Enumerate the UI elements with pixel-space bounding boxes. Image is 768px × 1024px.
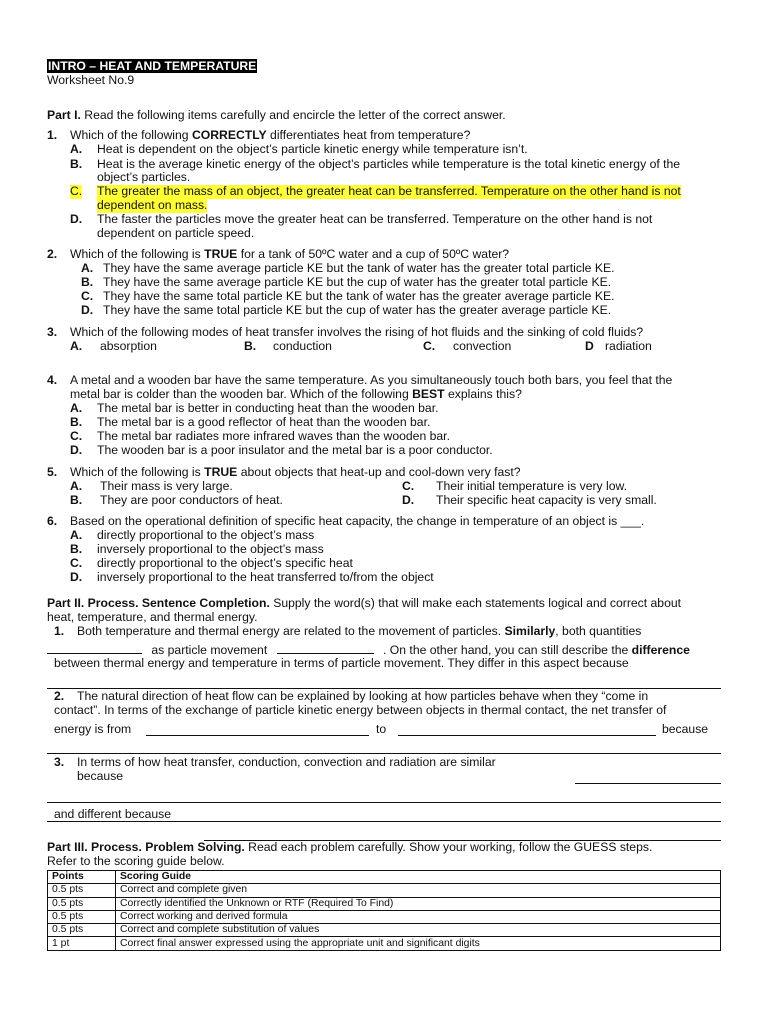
q3-option-letter[interactable]: B. xyxy=(244,339,257,353)
q1-option-letter[interactable]: D. xyxy=(70,212,83,226)
q6-option-b: inversely proportional to the object’s mass xyxy=(97,542,324,556)
q4-number: 4. xyxy=(47,373,58,387)
q5-option-d: Their specific heat capacity is very small. xyxy=(436,493,657,507)
q5-option-c: Their initial temperature is very low. xyxy=(436,479,628,493)
table-header-row xyxy=(48,871,721,884)
q4-option-c: The metal bar radiates more infrared waves than the wooden bar. xyxy=(97,429,450,443)
q5-option-letter[interactable]: B. xyxy=(70,493,83,507)
q6-option-letter[interactable]: D. xyxy=(70,570,83,584)
points-cell: 0.5 pts xyxy=(48,884,116,897)
q4-stem-cont: metal bar is colder than the wooden bar. Which of the following BEST explains this? xyxy=(70,387,522,401)
part1-instruction: Part I. Read the following items carefully and encircle the letter of the correct answer. xyxy=(47,108,506,122)
p2-item2-label-from: energy is from xyxy=(54,722,132,736)
q1-option-b-cont: object’s particles. xyxy=(97,170,191,184)
q2-option-a: They have the same average particle KE but the tank of water has the greater total particle KE. xyxy=(103,261,615,275)
q1-stem: Which of the following CORRECTLY differentiates heat from temperature? xyxy=(70,128,471,142)
q6-option-letter[interactable]: B. xyxy=(70,542,83,556)
q3-option-letter[interactable]: A. xyxy=(70,339,83,353)
guide-cell: Correct working and derived formula xyxy=(116,910,721,923)
q1-option-b: Heat is the average kinetic energy of the object’s particles while temperature is the total kinetic energy of the xyxy=(97,157,681,171)
q2-number: 2. xyxy=(47,247,58,261)
q4-option-b: The metal bar is a good reflector of heat than the wooden bar. xyxy=(97,415,431,429)
p2-item2-label-because: because xyxy=(662,722,709,736)
answer-line[interactable] xyxy=(47,802,721,803)
p2-item3-number: 3. xyxy=(54,755,65,769)
q5-option-letter[interactable]: D. xyxy=(402,493,415,507)
q3-option-b: conduction xyxy=(273,339,332,353)
q5-stem: Which of the following is TRUE about objects that heat-up and cool-down very fast? xyxy=(70,465,521,479)
answer-blank[interactable] xyxy=(575,783,721,784)
q6-option-d: inversely proportional to the heat transferred to/from the object xyxy=(97,570,434,584)
q5-option-letter[interactable]: C. xyxy=(402,479,415,493)
answer-blank[interactable] xyxy=(277,643,374,654)
p2-item1-line3: between thermal energy and temperature in terms of particle movement. They differ in this aspect because xyxy=(54,656,629,670)
table-row xyxy=(48,897,721,910)
part3-instruction-cont: Refer to the scoring guide below. xyxy=(47,854,225,868)
answer-line[interactable] xyxy=(47,821,721,822)
p2-item1-line2: as particle movement . On the other hand, you can still describe the difference xyxy=(47,643,690,658)
table-row xyxy=(48,924,721,937)
part2-instruction: Part II. Process. Sentence Completion. Supply the word(s) that will make each statements logical and correct about xyxy=(47,596,682,610)
q4-option-d: The wooden bar is a poor insulator and the metal bar is a poor conductor. xyxy=(97,443,493,457)
q5-option-letter[interactable]: A. xyxy=(70,479,83,493)
guide-cell: Correct and complete substitution of values xyxy=(116,924,721,937)
q3-stem: Which of the following modes of heat transfer involves the rising of hot fluids and the sinking of cold fluids? xyxy=(70,325,644,339)
q2-option-b: They have the same average particle KE but the cup of water has the greater total particle KE. xyxy=(103,275,612,289)
q2-option-letter[interactable]: B. xyxy=(81,275,94,289)
q1-option-letter[interactable]: C. xyxy=(70,184,83,198)
q3-option-d: radiation xyxy=(605,339,652,353)
p2-item3-text: In terms of how heat transfer, conduction, convection and radiation are similar xyxy=(77,755,496,769)
p2-item1-number: 1. xyxy=(54,624,65,638)
p2-item2-label-to: to xyxy=(376,722,387,736)
q6-option-letter[interactable]: A. xyxy=(70,528,83,542)
q6-stem: Based on the operational definition of specific heat capacity, the change in temperature of an object is ___. xyxy=(70,514,645,528)
q1-option-a: Heat is dependent on the object’s particle kinetic energy while temperature isn’t. xyxy=(97,142,528,156)
p2-item3-different: and different because xyxy=(54,807,172,821)
worksheet-title: INTRO – HEAT AND TEMPERATURE xyxy=(48,59,257,73)
q1-option-c-highlighted: The greater the mass of an object, the greater heat can be transferred. Temperature on the other hand is not xyxy=(97,184,681,198)
p2-item2-text-cont: contact”. In terms of the exchange of particle kinetic energy between objects in thermal contact, the net transfer of xyxy=(54,703,667,717)
q1-option-letter[interactable]: A. xyxy=(70,142,83,156)
part3-instruction: Part III. Process. Problem Solving. Read each problem carefully. Show your working, follow the GUESS steps. xyxy=(47,840,653,854)
p2-item2-text: The natural direction of heat flow can be explained by looking at how particles behave when they “come in xyxy=(77,689,649,703)
q2-option-letter[interactable]: C. xyxy=(81,289,94,303)
column-header-scoring-guide: Scoring Guide xyxy=(116,871,721,884)
q3-option-a: absorption xyxy=(100,339,157,353)
q2-stem: Which of the following is TRUE for a tank of 50ºC water and a cup of 50ºC water? xyxy=(70,247,510,261)
answer-blank[interactable] xyxy=(398,735,656,736)
q1-number: 1. xyxy=(47,128,58,142)
points-cell: 0.5 pts xyxy=(48,897,116,910)
q6-number: 6. xyxy=(47,514,58,528)
q1-option-c-cont-highlighted: dependent on mass. xyxy=(97,198,208,212)
q5-option-a: Their mass is very large. xyxy=(100,479,233,493)
q4-stem: A metal and a wooden bar have the same temperature. As you simultaneously touch both bars, you feel that the xyxy=(70,373,673,387)
points-cell: 0.5 pts xyxy=(48,910,116,923)
q1-option-letter[interactable]: B. xyxy=(70,157,83,171)
q2-option-letter[interactable]: A. xyxy=(81,261,94,275)
q5-number: 5. xyxy=(47,465,58,479)
worksheet-number: Worksheet No.9 xyxy=(47,73,135,87)
q6-option-letter[interactable]: C. xyxy=(70,556,83,570)
q1-option-d-cont: dependent on particle speed. xyxy=(97,226,255,240)
q2-option-d: They have the same total particle KE but the cup of water has the greater average particle KE. xyxy=(103,303,612,317)
q3-option-c: convection xyxy=(453,339,512,353)
q3-option-letter[interactable]: C. xyxy=(423,339,436,353)
guide-cell: Correct final answer expressed using the appropriate unit and significant digits xyxy=(116,937,721,950)
answer-blank[interactable] xyxy=(47,643,142,654)
q3-option-letter[interactable]: D xyxy=(585,339,594,353)
column-header-points: Points xyxy=(48,871,116,884)
q2-option-c: They have the same total particle KE but the tank of water has the greater average particle KE. xyxy=(103,289,615,303)
scoring-guide-table xyxy=(47,870,721,951)
p2-item1-text: Both temperature and thermal energy are related to the movement of particles. Similarly, both quantities xyxy=(77,624,642,638)
p2-item2-number: 2. xyxy=(54,689,65,703)
table-row xyxy=(48,937,721,950)
q4-option-letter[interactable]: A. xyxy=(70,401,83,415)
q4-option-letter[interactable]: C. xyxy=(70,429,83,443)
q3-number: 3. xyxy=(47,325,58,339)
q4-option-letter[interactable]: B. xyxy=(70,415,83,429)
answer-blank[interactable] xyxy=(146,735,369,736)
q4-option-letter[interactable]: D. xyxy=(70,443,83,457)
answer-line[interactable] xyxy=(47,753,721,754)
table-row xyxy=(48,910,721,923)
p2-item3-because: because xyxy=(77,769,124,783)
q2-option-letter[interactable]: D. xyxy=(81,303,94,317)
q6-option-c: directly proportional to the object’s specific heat xyxy=(97,556,353,570)
guide-cell: Correct and complete given xyxy=(116,884,721,897)
guide-cell: Correctly identified the Unknown or RTF (Required To Find) xyxy=(116,897,721,910)
q1-option-d: The faster the particles move the greater heat can be transferred. Temperature on the other hand is not xyxy=(97,212,653,226)
q6-option-a: directly proportional to the object’s mass xyxy=(97,528,315,542)
points-cell: 0.5 pts xyxy=(48,924,116,937)
points-cell: 1 pt xyxy=(48,937,116,950)
q4-option-a: The metal bar is better in conducting heat than the wooden bar. xyxy=(97,401,439,415)
q5-option-b: They are poor conductors of heat. xyxy=(100,493,283,507)
table-row xyxy=(48,884,721,897)
part2-instruction-cont: heat, temperature, and thermal energy. xyxy=(47,610,258,624)
